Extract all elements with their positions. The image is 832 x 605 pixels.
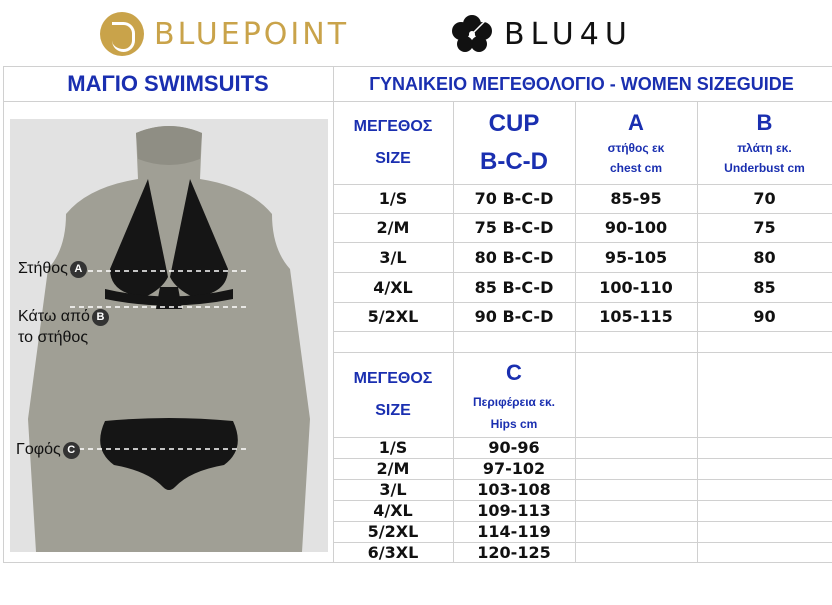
underbust-badge: B bbox=[92, 309, 109, 326]
hips-label: Γοφός C bbox=[16, 441, 80, 459]
bluepoint-logo-text: BLUEPOINT bbox=[154, 16, 350, 52]
table2-row-size: 5/2XL bbox=[367, 522, 419, 541]
table1-row-cup: 90 B-C-D bbox=[474, 307, 554, 326]
table1-row-size: 1/S bbox=[378, 189, 408, 208]
underbust-label: Κάτω από B bbox=[18, 308, 109, 326]
table1-row-underbust: 90 bbox=[753, 307, 776, 326]
hibiscus-flower-icon bbox=[450, 14, 494, 54]
table1-row-underbust: 70 bbox=[753, 189, 776, 208]
table1-row-cup: 85 B-C-D bbox=[474, 277, 554, 297]
table1-row-underbust: 85 bbox=[753, 277, 776, 297]
table2-size-header: ΜΕΓΕΘΟΣ SIZE bbox=[353, 369, 433, 419]
bluepoint-logo-icon bbox=[100, 12, 144, 56]
table2-row-size: 2/M bbox=[376, 459, 410, 478]
table1-row-chest: 90-100 bbox=[604, 218, 668, 237]
table1-row-underbust: 75 bbox=[753, 218, 776, 237]
table1-row-cup: 70 B-C-D bbox=[474, 189, 554, 208]
chest-label: Στήθος A bbox=[18, 260, 87, 278]
table1-row-cup: 75 B-C-D bbox=[474, 218, 554, 237]
table2-hips-header: C Περιφέρεια εκ. Hips cm bbox=[472, 359, 555, 431]
table1-row-underbust: 80 bbox=[753, 247, 776, 267]
table1-row-size: 3/L bbox=[379, 247, 407, 267]
sizeguide-title: ΓΥΝΑΙΚΕΙΟ ΜΕΓΕΘΟΛΟΓΙΟ - WOMEN SIZEGUIDE bbox=[369, 73, 794, 94]
hips-badge: C bbox=[63, 442, 80, 459]
table1-chest-header: A στήθος εκ chest cm bbox=[607, 109, 665, 175]
chest-badge: A bbox=[70, 261, 87, 278]
underbust-label-line2: το στήθος bbox=[18, 329, 89, 346]
table2-row-size: 6/3XL bbox=[367, 542, 419, 562]
brand-title: ΜΑΓΙΟ SWIMSUITS bbox=[67, 71, 269, 96]
table2-row-hips: 97-102 bbox=[482, 459, 546, 478]
table2-row-size: 4/XL bbox=[373, 501, 413, 520]
table1-underbust-header: B πλάτη εκ. Underbust cm bbox=[724, 109, 805, 175]
table1-row-chest: 85-95 bbox=[610, 189, 662, 208]
table2-row-size: 1/S bbox=[378, 438, 408, 457]
blu4u-logo bbox=[450, 14, 633, 54]
table1-row-chest: 95-105 bbox=[604, 247, 668, 267]
table1-row-chest: 100-110 bbox=[599, 277, 673, 297]
table2-row-hips: 109-113 bbox=[477, 501, 551, 520]
table1-row-chest: 105-115 bbox=[599, 307, 673, 326]
table1-row-size: 2/M bbox=[376, 218, 410, 237]
table2-row-size: 3/L bbox=[379, 480, 407, 499]
table1-row-cup: 80 B-C-D bbox=[474, 247, 554, 267]
table1-cup-header: CUP B-C-D bbox=[480, 109, 548, 175]
table1-size-header: ΜΕΓΕΘΟΣ SIZE bbox=[353, 117, 433, 167]
table2-row-hips: 114-119 bbox=[477, 522, 551, 541]
table2-row-hips: 103-108 bbox=[477, 480, 551, 499]
brand-logos bbox=[0, 0, 832, 66]
bluepoint-logo bbox=[100, 9, 349, 59]
table2-row-hips: 90-96 bbox=[488, 438, 540, 457]
table2-row-hips: 120-125 bbox=[477, 542, 551, 562]
table1-row-size: 4/XL bbox=[373, 277, 413, 297]
blu4u-logo-text: BLU4U bbox=[504, 16, 633, 52]
table1-row-size: 5/2XL bbox=[367, 307, 419, 326]
